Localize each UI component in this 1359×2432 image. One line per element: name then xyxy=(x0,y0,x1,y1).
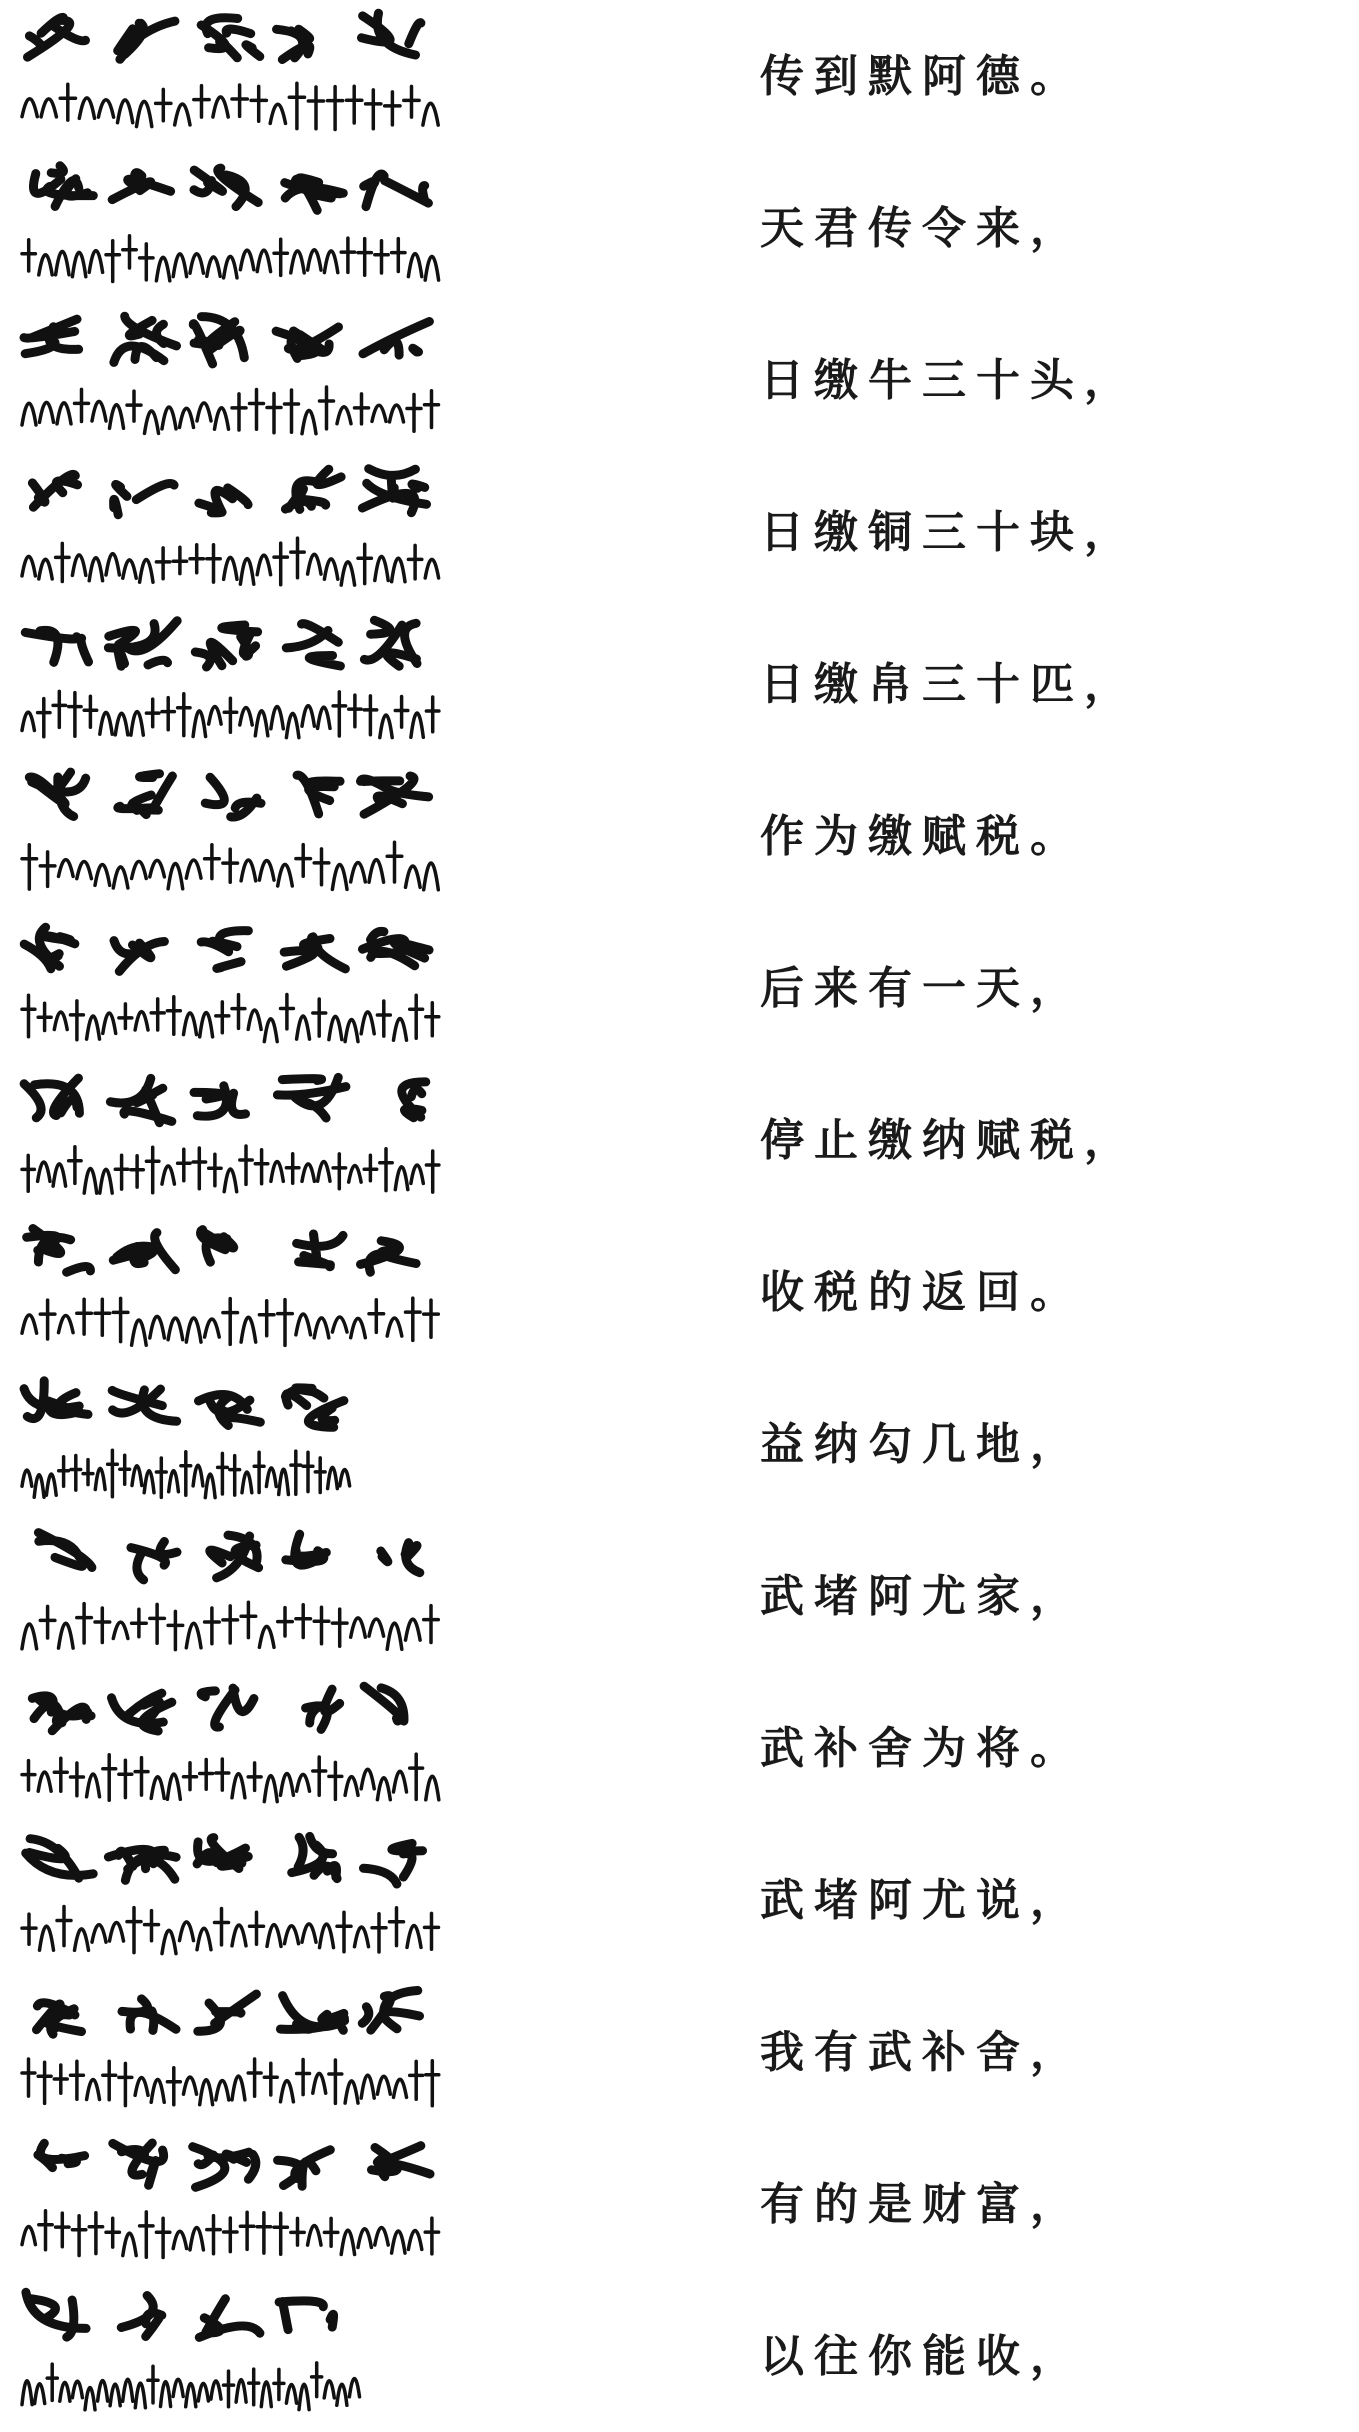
script-glyph xyxy=(113,1233,175,1270)
verse-row xyxy=(0,760,1359,912)
handwritten-script-line xyxy=(18,1216,458,1368)
script-glyphs-image xyxy=(18,460,458,600)
verse-row xyxy=(0,1976,1359,2128)
script-glyph xyxy=(27,1229,91,1273)
script-glyph xyxy=(364,174,429,207)
handwritten-script-line xyxy=(18,1672,458,1824)
script-glyph xyxy=(285,178,344,210)
script-glyphs-image xyxy=(18,2132,458,2272)
script-glyphs-image xyxy=(18,1980,458,2120)
script-glyph xyxy=(297,775,340,814)
script-glyphs-image xyxy=(18,1372,458,1512)
script-glyph xyxy=(24,319,79,354)
script-glyph xyxy=(195,625,257,667)
script-glyph xyxy=(210,1535,259,1578)
script-glyphs-image xyxy=(18,156,458,296)
verse-row xyxy=(0,152,1359,304)
script-glyph xyxy=(112,1693,172,1731)
chinese-translation: 武补舍为将。 xyxy=(760,1723,1084,1774)
script-glyphs-image xyxy=(18,764,458,904)
script-glyph xyxy=(372,2146,431,2177)
script-glyph xyxy=(26,1839,94,1879)
phonetic-transcription-handwriting xyxy=(22,842,438,890)
script-glyph xyxy=(112,173,170,200)
chinese-translation: 我有武补舍， xyxy=(760,2027,1084,2078)
verse-row xyxy=(0,1368,1359,1520)
phonetic-transcription-handwriting xyxy=(22,1450,350,1497)
chinese-translation: 益纳勾几地， xyxy=(760,1419,1084,1470)
script-glyph xyxy=(201,18,260,58)
script-glyph xyxy=(33,166,93,207)
script-glyphs-image xyxy=(18,1524,458,1664)
script-glyph xyxy=(286,1534,327,1565)
chinese-translation: 天君传令来， xyxy=(760,203,1084,254)
script-glyph xyxy=(193,317,244,364)
phonetic-transcription-handwriting xyxy=(22,387,439,434)
script-glyph xyxy=(364,1686,404,1721)
script-glyph xyxy=(402,1082,426,1118)
script-glyphs-image xyxy=(18,1068,458,1208)
script-glyph xyxy=(113,2143,164,2185)
script-glyph xyxy=(285,1388,344,1427)
script-glyph xyxy=(292,1836,337,1878)
chinese-translation: 收税的返回。 xyxy=(760,1267,1084,1318)
script-glyph xyxy=(363,322,429,356)
chinese-translation: 武堵阿尤家， xyxy=(760,1571,1084,1622)
script-glyphs-image xyxy=(18,4,458,144)
script-glyph xyxy=(118,21,175,59)
handwritten-script-line xyxy=(18,760,458,912)
handwritten-script-line xyxy=(18,2280,458,2432)
script-glyph xyxy=(363,931,430,965)
script-glyphs-image xyxy=(18,612,458,752)
handwritten-script-line xyxy=(18,304,458,456)
verse-row xyxy=(0,0,1359,152)
script-glyph xyxy=(28,17,86,57)
chinese-translation: 传到默阿德。 xyxy=(760,51,1084,102)
verse-row xyxy=(0,1672,1359,1824)
phonetic-transcription-handwriting xyxy=(22,691,439,737)
script-glyph xyxy=(205,777,261,817)
verse-row xyxy=(0,456,1359,608)
handwritten-script-line xyxy=(18,1824,458,1976)
script-glyph xyxy=(381,1543,420,1573)
phonetic-transcription-handwriting xyxy=(22,1298,438,1345)
script-glyph xyxy=(197,1838,248,1869)
script-glyph xyxy=(276,327,338,358)
script-glyph xyxy=(122,1999,176,2031)
script-glyph xyxy=(194,168,258,207)
script-glyph xyxy=(24,1078,79,1118)
script-glyphs-image xyxy=(18,1676,458,1816)
chinese-translation: 有的是财富， xyxy=(760,2179,1084,2230)
handwritten-script-line xyxy=(18,2128,458,2280)
script-glyphs-image xyxy=(18,308,458,448)
verse-row xyxy=(0,912,1359,1064)
chinese-translation: 作为缴赋税。 xyxy=(760,811,1084,862)
script-glyph xyxy=(279,2301,333,2330)
phonetic-transcription-handwriting xyxy=(22,538,439,585)
verse-row xyxy=(0,2128,1359,2280)
script-glyph xyxy=(199,1394,261,1425)
verse-row xyxy=(0,1064,1359,1216)
script-glyph xyxy=(201,1230,234,1263)
script-glyph xyxy=(108,621,177,667)
handwritten-script-line xyxy=(18,1064,458,1216)
handwritten-script-line xyxy=(18,152,458,304)
phonetic-transcription-handwriting xyxy=(22,83,438,129)
chinese-translation: 日缴帛三十匹， xyxy=(760,659,1138,710)
script-glyph xyxy=(361,776,429,814)
script-glyph xyxy=(32,474,77,507)
script-glyph xyxy=(110,1078,171,1122)
handwritten-script-line xyxy=(18,456,458,608)
script-glyph xyxy=(29,772,85,816)
script-glyph xyxy=(362,1991,419,2031)
script-glyph xyxy=(285,469,341,509)
script-glyphs-image xyxy=(18,916,458,1056)
phonetic-transcription-handwriting xyxy=(22,236,439,282)
handwritten-script-line xyxy=(18,1368,458,1520)
verse-row xyxy=(0,1216,1359,1368)
phonetic-transcription-handwriting xyxy=(22,1146,439,1193)
chinese-translation: 停止缴纳赋税， xyxy=(760,1115,1138,1166)
script-glyph xyxy=(201,1688,254,1727)
script-glyphs-image xyxy=(18,1220,458,1360)
script-glyph xyxy=(199,488,248,513)
handwritten-script-line xyxy=(18,608,458,760)
verse-row xyxy=(0,304,1359,456)
script-glyph xyxy=(199,2299,260,2338)
script-glyph xyxy=(362,13,421,55)
script-glyph xyxy=(364,620,417,666)
script-glyph xyxy=(364,1843,423,1884)
script-glyph xyxy=(277,1077,346,1118)
handwritten-script-line xyxy=(18,0,458,152)
script-glyph xyxy=(112,1389,177,1421)
script-glyph xyxy=(26,2292,86,2337)
verse-row xyxy=(0,2280,1359,2432)
script-glyph xyxy=(280,1996,344,2031)
script-glyph xyxy=(201,931,248,969)
verse-row xyxy=(0,1824,1359,1976)
script-glyph xyxy=(198,1994,257,2031)
script-glyph xyxy=(193,2147,256,2188)
script-glyphs-image xyxy=(18,2284,458,2424)
phonetic-transcription-handwriting xyxy=(22,1754,439,1802)
script-glyph xyxy=(114,316,177,362)
script-glyph xyxy=(24,1381,88,1419)
script-glyph xyxy=(114,941,164,972)
phonetic-transcription-handwriting xyxy=(22,2211,439,2258)
script-glyph xyxy=(361,1241,417,1272)
script-glyph xyxy=(25,630,88,662)
phonetic-transcription-handwriting xyxy=(22,1602,438,1649)
chinese-translation: 日缴铜三十块， xyxy=(760,507,1138,558)
script-glyph xyxy=(38,1533,92,1568)
script-glyph xyxy=(306,1689,340,1729)
verse-row xyxy=(0,1520,1359,1672)
script-glyph xyxy=(118,774,173,815)
script-glyph xyxy=(362,469,426,513)
script-glyph xyxy=(284,937,345,969)
script-glyph xyxy=(278,2150,331,2187)
script-glyph xyxy=(286,624,340,666)
chinese-translation: 后来有一天， xyxy=(760,963,1084,1014)
script-glyph xyxy=(121,2296,162,2337)
script-glyph xyxy=(131,1542,177,1580)
script-glyph xyxy=(24,927,75,969)
script-glyph xyxy=(194,1086,246,1116)
script-glyph xyxy=(37,2003,82,2034)
phonetic-transcription-handwriting xyxy=(22,1907,439,1954)
script-glyph xyxy=(32,1696,91,1731)
chinese-translation: 以往你能收， xyxy=(760,2331,1084,2382)
chinese-translation: 武堵阿尤说， xyxy=(760,1875,1084,1926)
handwritten-script-line xyxy=(18,912,458,1064)
script-glyphs-image xyxy=(18,1828,458,1968)
script-glyph xyxy=(277,29,310,59)
script-glyph xyxy=(114,483,174,514)
verse-row xyxy=(0,608,1359,760)
phonetic-transcription-handwriting xyxy=(22,2059,439,2106)
script-glyph xyxy=(38,2143,85,2167)
phonetic-transcription-handwriting xyxy=(22,995,439,1042)
script-glyph xyxy=(108,1849,176,1880)
handwritten-script-line xyxy=(18,1520,458,1672)
script-glyph xyxy=(297,1234,343,1267)
chinese-translation: 日缴牛三十头， xyxy=(760,355,1138,406)
handwritten-script-line xyxy=(18,1976,458,2128)
